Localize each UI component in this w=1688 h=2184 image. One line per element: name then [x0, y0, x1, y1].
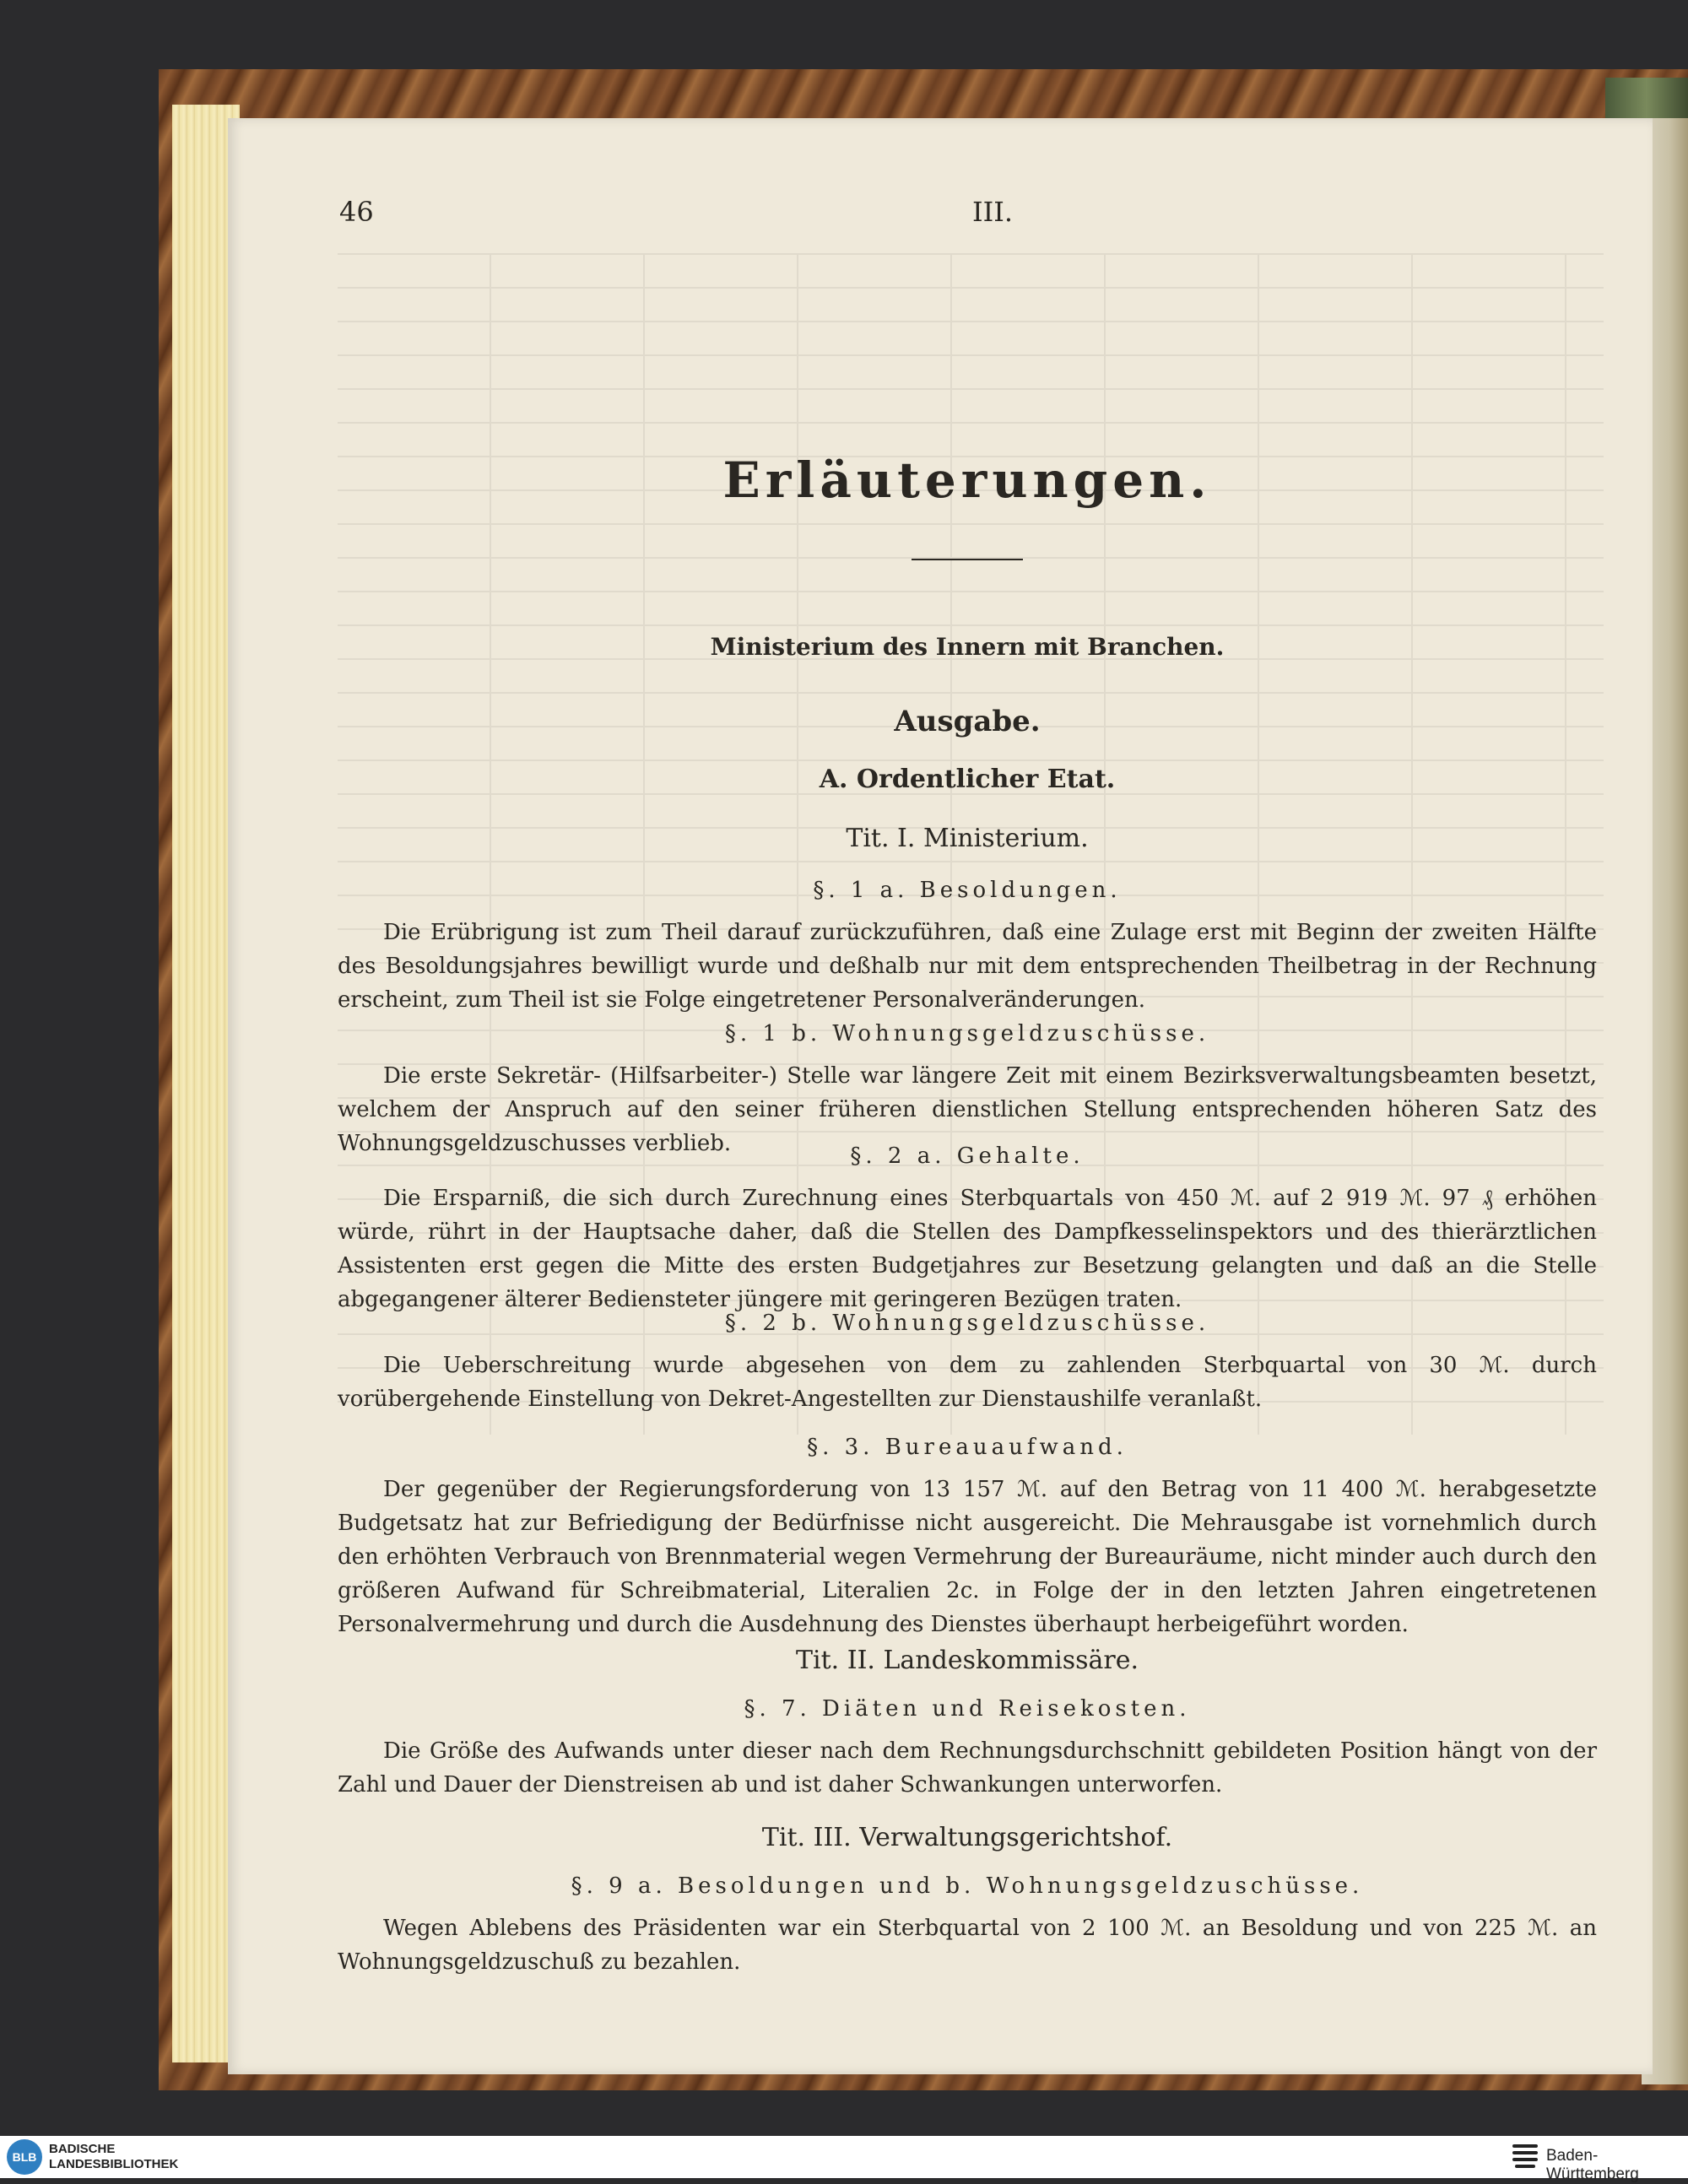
- blb-name[interactable]: [49, 2142, 178, 2172]
- title-heading: Tit. I. Ministerium.: [846, 824, 1089, 853]
- paragraph-text: Die Erübrigung ist zum Theil darauf zurückzuführen, daß eine Zulage erst mit Beginn der zweiten Hälfte des Besoldungsjahres bewilligt wurde und deßhalb nur mit dem entsprechenden Theilbetrag in der Rechnung erscheint, zum Theil ist sie Folge eingetretener Personalveränderungen.: [338, 920, 1597, 1013]
- bw-coat-of-arms-icon: [1511, 2141, 1539, 2173]
- paragraph-text: Die erste Sekretär- (Hilfsarbeiter-) Stelle war längere Zeit mit einem Bezirksverwaltungsbeamten besetzt, welchem der Anspruch auf den seiner früheren dienstlichen Stellung entsprechenden höheren Satz des Wohnungsgeldzuschusses verblieb.: [338, 1063, 1597, 1156]
- paragraph-heading: §. 2 b. Wohnungsgeldzuschüsse.: [724, 1311, 1210, 1336]
- category-heading: Ausgabe.: [894, 705, 1041, 738]
- page-title: Erläuterungen.: [722, 451, 1212, 509]
- paragraph-heading: §. 3. Bureauaufwand.: [807, 1435, 1128, 1460]
- paragraph-heading: §. 9 a. Besoldungen und b. Wohnungsgeldzuschüsse.: [571, 1873, 1364, 1899]
- paragraph-heading: §. 1 a. Besoldungen.: [813, 878, 1122, 903]
- paragraph-text: Der gegenüber der Regierungsforderung von 13 157 ℳ. auf den Betrag von 11 400 ℳ. herabgesetzte Budgetsatz hat zur Befriedigung der Bedürfnisse nicht ausgereicht. Die Mehrausgabe ist vornehmlich durch den erhöhten Verbrauch von Brennmaterial wegen Vermehrung der Bureauräume, nicht minder auch durch den größeren Aufwand für Schreibmaterial, Literalien 2c. in Folge der in den letzten Jahren eingetretenen Personalvermehrung und durch die Ausdehnung des Dienstes überhaupt herbeigeführt worden.: [338, 1477, 1597, 1637]
- section-number: III.: [971, 196, 1014, 228]
- paragraph-text: Die Ueberschreitung wurde abgesehen von dem zu zahlenden Sterbquartal von 30 ℳ. durch vorübergehende Einstellung von Dekret-Angestellten zur Dienstaushilfe veranlaßt.: [338, 1353, 1597, 1412]
- page-number: 46: [339, 196, 374, 228]
- paragraph-heading: §. 2 a. Gehalte.: [850, 1143, 1085, 1169]
- etat-heading: A. Ordentlicher Etat.: [819, 765, 1116, 794]
- viewer-footer: [0, 2136, 1688, 2183]
- bw-label[interactable]: Baden-Württemberg: [1546, 2147, 1639, 2183]
- paragraph-text: Wegen Ablebens des Präsidenten war ein Sterbquartal von 2 100 ℳ. an Besoldung und von 225 ℳ. an Wohnungsgeldzuschuß zu bezahlen.: [338, 1916, 1597, 1975]
- title-rule: [912, 559, 1023, 560]
- paragraph-heading: §. 7. Diäten und Reisekosten.: [744, 1696, 1191, 1722]
- blb-name-line: BADISCHE: [49, 2142, 116, 2156]
- blb-name-line: LANDESBIBLIOTHEK: [49, 2157, 179, 2171]
- paragraph-text: Die Größe des Aufwands unter dieser nach dem Rechnungsdurchschnitt gebildeten Position hängt von der Zahl und Dauer der Dienstreisen ab und ist daher Schwankungen unterworfen.: [338, 1738, 1597, 1797]
- title-heading: Tit. III. Verwaltungsgerichtshof.: [761, 1823, 1173, 1852]
- paragraph-text: Die Ersparniß, die sich durch Zurechnung eines Sterbquartals von 450 ℳ. auf 2 919 ℳ. 97 ₰ erhöhen würde, rührt in der Hauptsache daher, daß die Stellen des Dampfkesselinspektors und des thierärztlichen Assistenten erst gegen die Mitte des ersten Budgetjahres zur Besetzung gelangten und daß an die Stelle abgegangener älterer Bediensteter jüngere mit geringeren Bezügen traten.: [338, 1186, 1597, 1312]
- bookmark-ribbon: [1605, 78, 1688, 118]
- paragraph-heading: §. 1 b. Wohnungsgeldzuschüsse.: [724, 1021, 1210, 1046]
- title-heading: Tit. II. Landeskommissäre.: [795, 1646, 1139, 1675]
- blb-logo[interactable]: BLB: [7, 2139, 42, 2175]
- ministry-heading: Ministerium des Innern mit Branchen.: [710, 633, 1225, 661]
